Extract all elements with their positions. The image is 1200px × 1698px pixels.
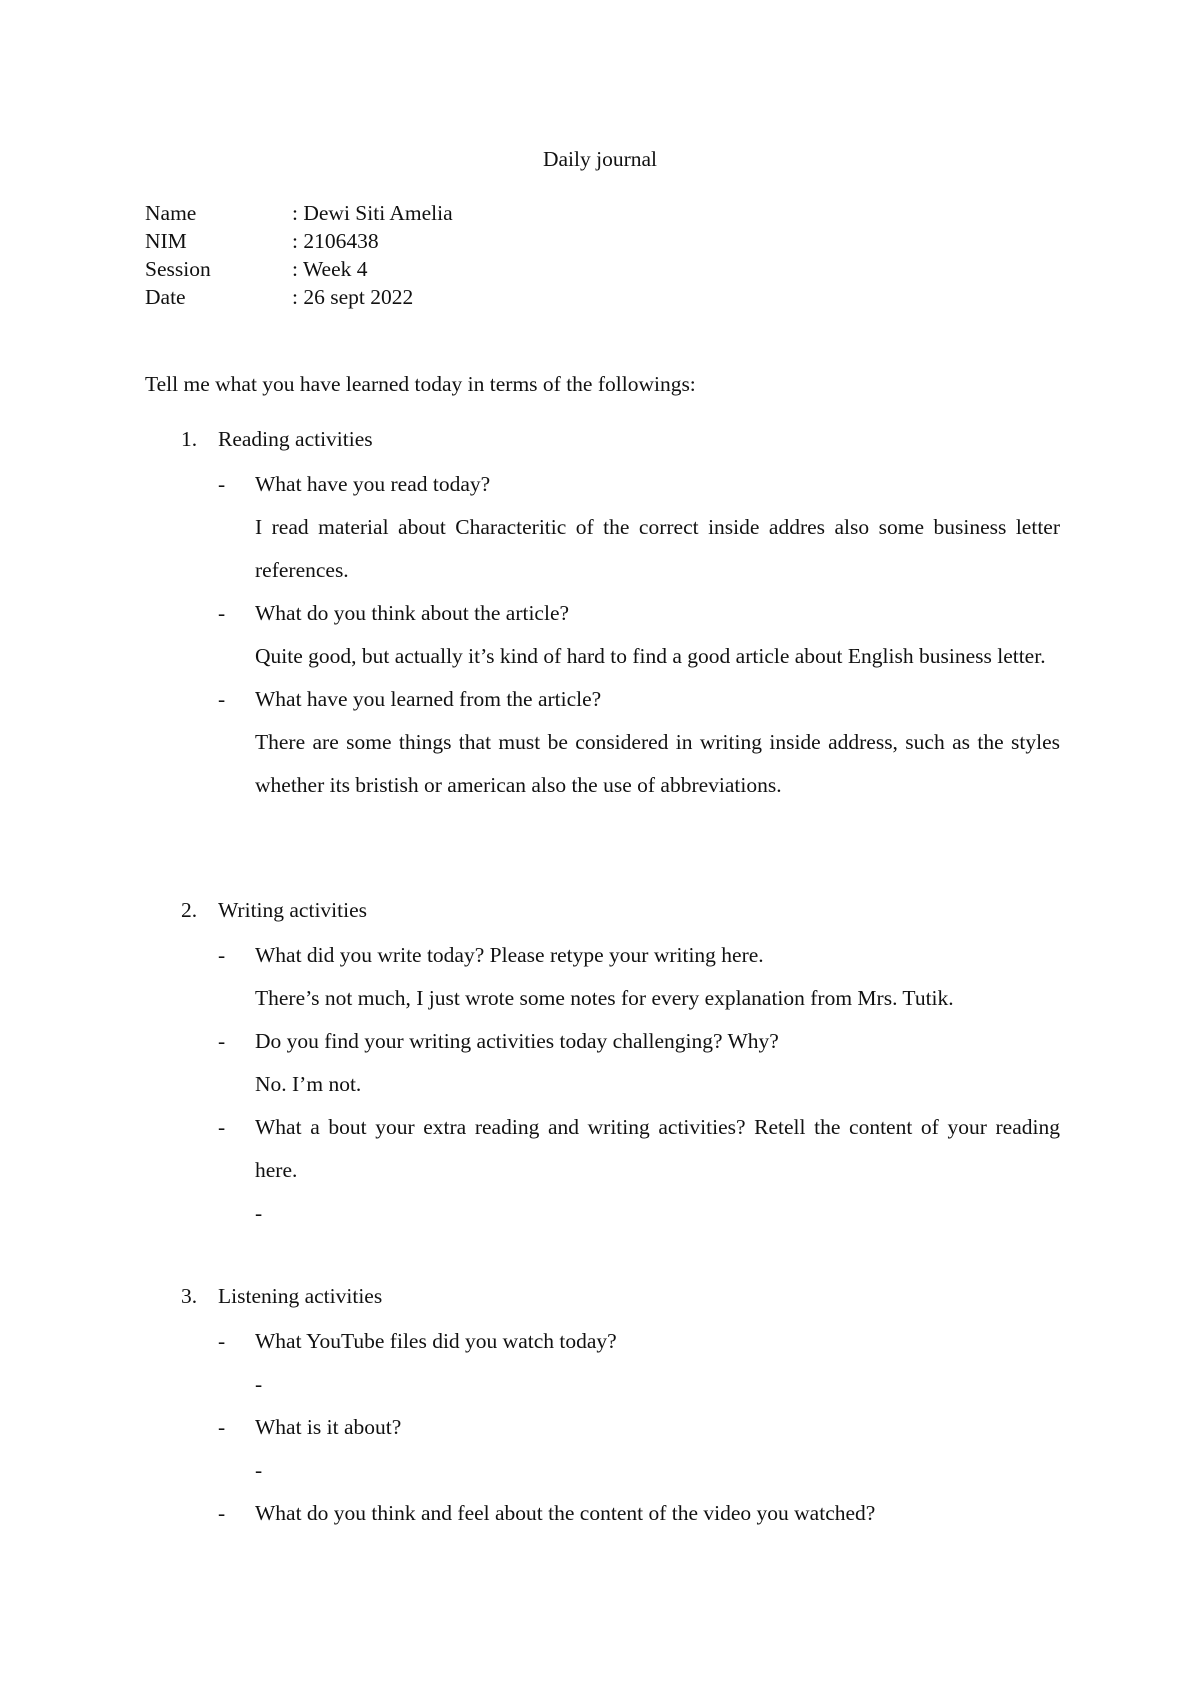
dash-bullet: -	[218, 1415, 226, 1439]
info-value: : 26 sept 2022	[292, 285, 414, 309]
document-title: Daily journal	[542, 147, 658, 171]
answer: -	[255, 1372, 263, 1396]
qa-item	[145, 463, 1060, 592]
qa-item	[145, 1320, 1060, 1406]
question: What have you read today?	[255, 472, 491, 496]
section-number: 2.	[181, 898, 198, 922]
section-heading	[145, 1282, 1060, 1310]
dash-bullet: -	[218, 687, 226, 711]
info-row-nim	[145, 227, 453, 255]
dash-bullet: -	[218, 1329, 226, 1353]
answer: Quite good, but actually it’s kind of hard to find a good article about English business letter.	[255, 644, 1046, 668]
section-title: Reading activities	[218, 427, 373, 451]
section-listening	[145, 1282, 1060, 1535]
section-reading	[145, 425, 1060, 807]
qa-item	[145, 678, 1060, 807]
section-number: 1.	[181, 427, 198, 451]
qa-item	[145, 1106, 1060, 1235]
question: What is it about?	[255, 1415, 402, 1439]
info-label: Name	[145, 201, 197, 225]
question: What did you write today? Please retype your writing here.	[255, 943, 764, 967]
info-row-name	[145, 199, 453, 227]
qa-item	[145, 592, 1060, 678]
question: What a bout your extra reading and writing activities? Retell the content of your reading here.	[255, 1115, 1060, 1182]
section-number: 3.	[181, 1284, 198, 1308]
section-heading	[145, 425, 1060, 453]
info-label: Session	[145, 257, 211, 281]
answer: -	[255, 1201, 263, 1225]
question: Do you find your writing activities today challenging? Why?	[255, 1029, 779, 1053]
question: What do you think and feel about the content of the video you watched?	[255, 1501, 876, 1525]
info-value: : Week 4	[292, 257, 368, 281]
dash-bullet: -	[218, 1115, 226, 1139]
qa-item	[145, 934, 1060, 1020]
student-info	[145, 199, 453, 311]
answer: -	[255, 1458, 263, 1482]
info-value: : 2106438	[292, 229, 379, 253]
dash-bullet: -	[218, 601, 226, 625]
qa-item	[145, 1406, 1060, 1492]
dash-bullet: -	[218, 472, 226, 496]
answer: There’s not much, I just wrote some notes for every explanation from Mrs. Tutik.	[255, 986, 954, 1010]
section-writing	[145, 896, 1060, 1235]
section-title: Writing activities	[218, 898, 367, 922]
qa-item	[145, 1492, 1060, 1535]
dash-bullet: -	[218, 943, 226, 967]
qa-item	[145, 1020, 1060, 1106]
question: What do you think about the article?	[255, 601, 570, 625]
intro-prompt: Tell me what you have learned today in terms of the followings:	[145, 372, 696, 396]
info-label: Date	[145, 285, 186, 309]
info-value: : Dewi Siti Amelia	[292, 201, 453, 225]
question: What have you learned from the article?	[255, 687, 602, 711]
dash-bullet: -	[218, 1029, 226, 1053]
info-label: NIM	[145, 229, 187, 253]
section-title: Listening activities	[218, 1284, 383, 1308]
info-row-session	[145, 255, 453, 283]
answer: There are some things that must be considered in writing inside address, such as the styles whether its bristish or american also the use of abbreviations.	[255, 730, 1060, 797]
section-heading	[145, 896, 1060, 924]
answer: I read material about Characteritic of the correct inside addres also some business letter references.	[255, 515, 1060, 582]
question: What YouTube files did you watch today?	[255, 1329, 617, 1353]
dash-bullet: -	[218, 1501, 226, 1525]
answer: No. I’m not.	[255, 1072, 362, 1096]
info-row-date	[145, 283, 453, 311]
